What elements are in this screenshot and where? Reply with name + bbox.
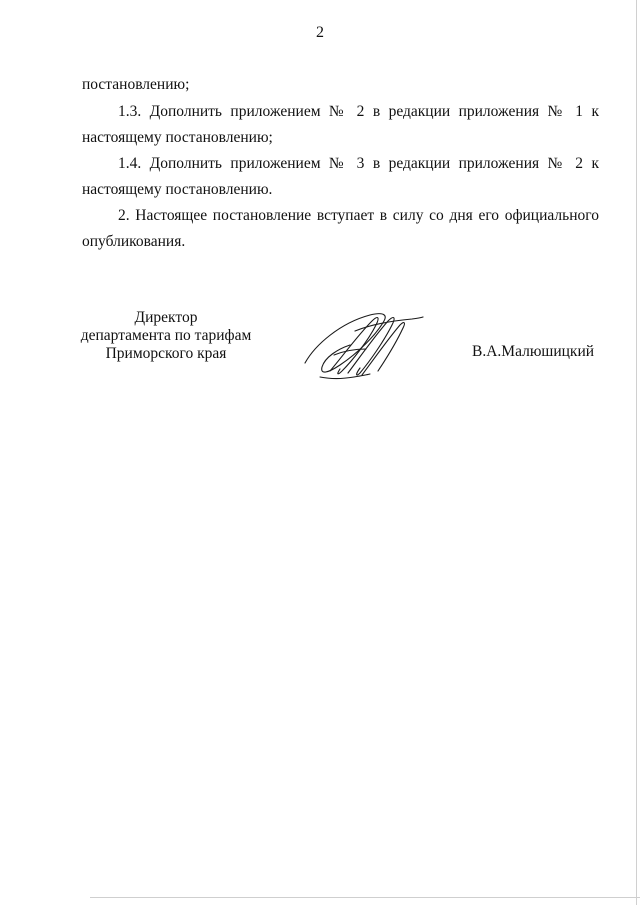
signer-name: В.А.Малюшицкий bbox=[472, 343, 595, 360]
scan-edge-line bbox=[90, 897, 640, 898]
item-1-3-second-line: настоящему постановлению; bbox=[82, 129, 273, 146]
signatory-title bbox=[80, 309, 252, 363]
item-1-4-second-line: настоящему постановлению. bbox=[82, 181, 273, 198]
item-2-second-line: опубликования. bbox=[82, 233, 186, 250]
item-1-4-first-line: 1.4. Дополнить приложением № 3 в редакции приложения № 2 к bbox=[118, 155, 599, 172]
item-1-3-first-line: 1.3. Дополнить приложением № 2 в редакции приложения № 1 к bbox=[118, 103, 599, 120]
handwritten-signature bbox=[300, 305, 425, 385]
signatory-title-line-3: Приморского края bbox=[105, 345, 227, 362]
scan-edge-line bbox=[636, 0, 637, 905]
signatory-title-line-2: департамента по тарифам bbox=[80, 327, 252, 344]
signatory-title-line-1: Директор bbox=[134, 309, 198, 326]
page-number: 2 bbox=[316, 24, 324, 41]
item-2-first-line: 2. Настоящее постановление вступает в силу со дня его официального bbox=[118, 207, 599, 224]
paragraph-continuation: постановлению; bbox=[82, 76, 190, 93]
